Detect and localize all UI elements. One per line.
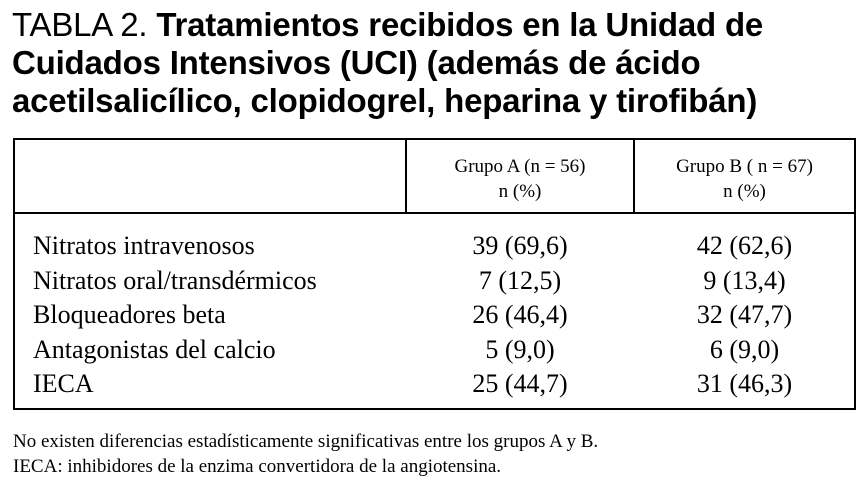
cell-grupo-a: 7 (12,5) bbox=[478, 265, 562, 295]
row-label: IECA bbox=[33, 369, 94, 398]
cell-grupo-b: 9 (13,4) bbox=[703, 265, 786, 295]
cell-grupo-b: 42 (62,6) bbox=[696, 231, 793, 260]
column-header-line: n (%) bbox=[723, 181, 766, 202]
data-table bbox=[13, 138, 856, 410]
cell-grupo-a: 39 (69,6) bbox=[472, 231, 568, 260]
cell-grupo-a: 25 (44,7) bbox=[472, 369, 568, 398]
table-body bbox=[15, 229, 854, 402]
cell-grupo-a: 5 (9,0) bbox=[485, 334, 555, 364]
table-title-text: Tratamientos recibidos en la Unidad de Cuidados Intensivos (UCI) (además de ácido acetilsalicílico, clopidogrel, heparina y tirofibán) bbox=[12, 6, 764, 119]
table-row bbox=[15, 229, 854, 264]
cell-grupo-a: 26 (46,4) bbox=[472, 300, 568, 329]
column-header-line: n (%) bbox=[498, 181, 542, 202]
column-header-line: Grupo B ( n = 67) bbox=[676, 156, 813, 177]
row-label: Nitratos intravenosos bbox=[33, 231, 255, 260]
footnote-significance: No existen diferencias estadísticamente significativas entre los grupos A y B. bbox=[13, 431, 599, 452]
table-row bbox=[15, 333, 854, 368]
column-header-grupo-a bbox=[407, 154, 633, 204]
table-title-label: TABLA 2. bbox=[12, 6, 148, 43]
cell-grupo-b: 31 (46,3) bbox=[696, 369, 793, 398]
table-row bbox=[15, 367, 854, 402]
row-label: Bloqueadores beta bbox=[33, 300, 226, 329]
table-header-row bbox=[15, 140, 854, 214]
row-label: Antagonistas del calcio bbox=[33, 334, 276, 364]
cell-grupo-b: 32 (47,7) bbox=[696, 300, 793, 329]
footnote-abbreviation: IECA: inhibidores de la enzima convertidora de la angiotensina. bbox=[13, 456, 502, 477]
row-label: Nitratos oral/transdérmicos bbox=[33, 265, 317, 295]
table-row bbox=[15, 264, 854, 299]
table-row bbox=[15, 298, 854, 333]
cell-grupo-b: 6 (9,0) bbox=[709, 334, 780, 364]
table-title bbox=[12, 6, 858, 120]
column-header-grupo-b bbox=[635, 154, 854, 204]
column-header-line: Grupo A (n = 56) bbox=[454, 156, 586, 177]
